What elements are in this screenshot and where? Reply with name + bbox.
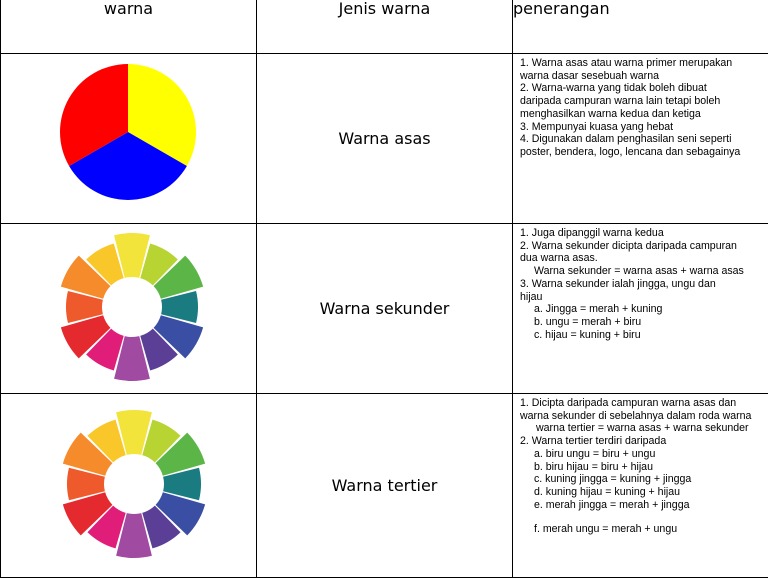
header-jenis-warna: Jenis warna bbox=[257, 0, 513, 54]
table-row bbox=[1, 54, 768, 224]
desc-line: 3. Warna sekunder ialah jingga, ungu dan bbox=[520, 278, 766, 291]
desc-line: f. merah ungu = merah + ungu bbox=[520, 523, 766, 536]
desc-line bbox=[520, 511, 766, 523]
desc-line: c. kuning jingga = kuning + jingga bbox=[520, 473, 766, 486]
desc-line: c. hijau = kuning + biru bbox=[520, 329, 766, 342]
desc-line: warna sekunder di sebelahnya dalam roda warna bbox=[520, 410, 766, 423]
header-row bbox=[1, 0, 768, 54]
desc-line: 1. Juga dipanggil warna kedua bbox=[520, 227, 766, 240]
primary-wheel-cell bbox=[1, 54, 257, 224]
table-row bbox=[1, 224, 768, 394]
table-row bbox=[1, 394, 768, 578]
type-warna-tertier: Warna tertier bbox=[257, 394, 513, 578]
desc-line: daripada campuran warna lain tetapi boleh bbox=[520, 95, 766, 108]
desc-line: poster, bendera, logo, lencana dan sebagainya bbox=[520, 146, 766, 159]
desc-line: warna dasar sesebuah warna bbox=[520, 70, 766, 83]
desc-line: 2. Warna sekunder dicipta daripada campuran bbox=[520, 240, 766, 253]
desc-line: dua warna asas. bbox=[520, 252, 766, 265]
desc-line: b. biru hijau = biru + hijau bbox=[520, 461, 766, 474]
type-warna-sekunder: Warna sekunder bbox=[257, 224, 513, 394]
primary-wheel-slices bbox=[60, 64, 196, 200]
desc-line: 3. Mempunyai kuasa yang hebat bbox=[520, 121, 766, 134]
desc-line: b. ungu = merah + biru bbox=[520, 316, 766, 329]
header-warna: warna bbox=[1, 0, 257, 54]
desc-line: 1. Dicipta daripada campuran warna asas dan bbox=[520, 397, 766, 410]
secondary-wheel-segments bbox=[61, 233, 203, 381]
desc-line: a. biru ungu = biru + ungu bbox=[520, 448, 766, 461]
desc-line: 1. Warna asas atau warna primer merupakan bbox=[520, 57, 766, 70]
type-warna-asas: Warna asas bbox=[257, 54, 513, 224]
primary-color-wheel bbox=[1, 54, 257, 224]
header-penerangan: penerangan bbox=[513, 0, 768, 54]
desc-warna-asas bbox=[513, 54, 768, 224]
tertiary-wheel-segments bbox=[63, 410, 205, 558]
desc-line: 4. Digunakan dalam penghasilan seni seperti bbox=[520, 133, 766, 146]
desc-line: d. kuning hijau = kuning + hijau bbox=[520, 486, 766, 499]
secondary-color-wheel bbox=[1, 224, 257, 394]
desc-warna-sekunder bbox=[513, 224, 768, 394]
desc-line: Warna sekunder = warna asas + warna asas bbox=[520, 265, 766, 278]
desc-line: 2. Warna-warna yang tidak boleh dibuat bbox=[520, 82, 766, 95]
desc-line: e. merah jingga = merah + jingga bbox=[520, 499, 766, 512]
desc-line: menghasilkan warna kedua dan ketiga bbox=[520, 108, 766, 121]
secondary-wheel-cell bbox=[1, 224, 257, 394]
tertiary-wheel-cell bbox=[1, 394, 257, 578]
desc-line: 2. Warna tertier terdiri daripada bbox=[520, 435, 766, 448]
tertiary-color-wheel bbox=[1, 394, 257, 578]
desc-line: hijau bbox=[520, 291, 766, 304]
desc-line: a. Jingga = merah + kuning bbox=[520, 303, 766, 316]
desc-line: warna tertier = warna asas + warna sekunder bbox=[520, 422, 766, 435]
desc-warna-tertier bbox=[513, 394, 768, 578]
